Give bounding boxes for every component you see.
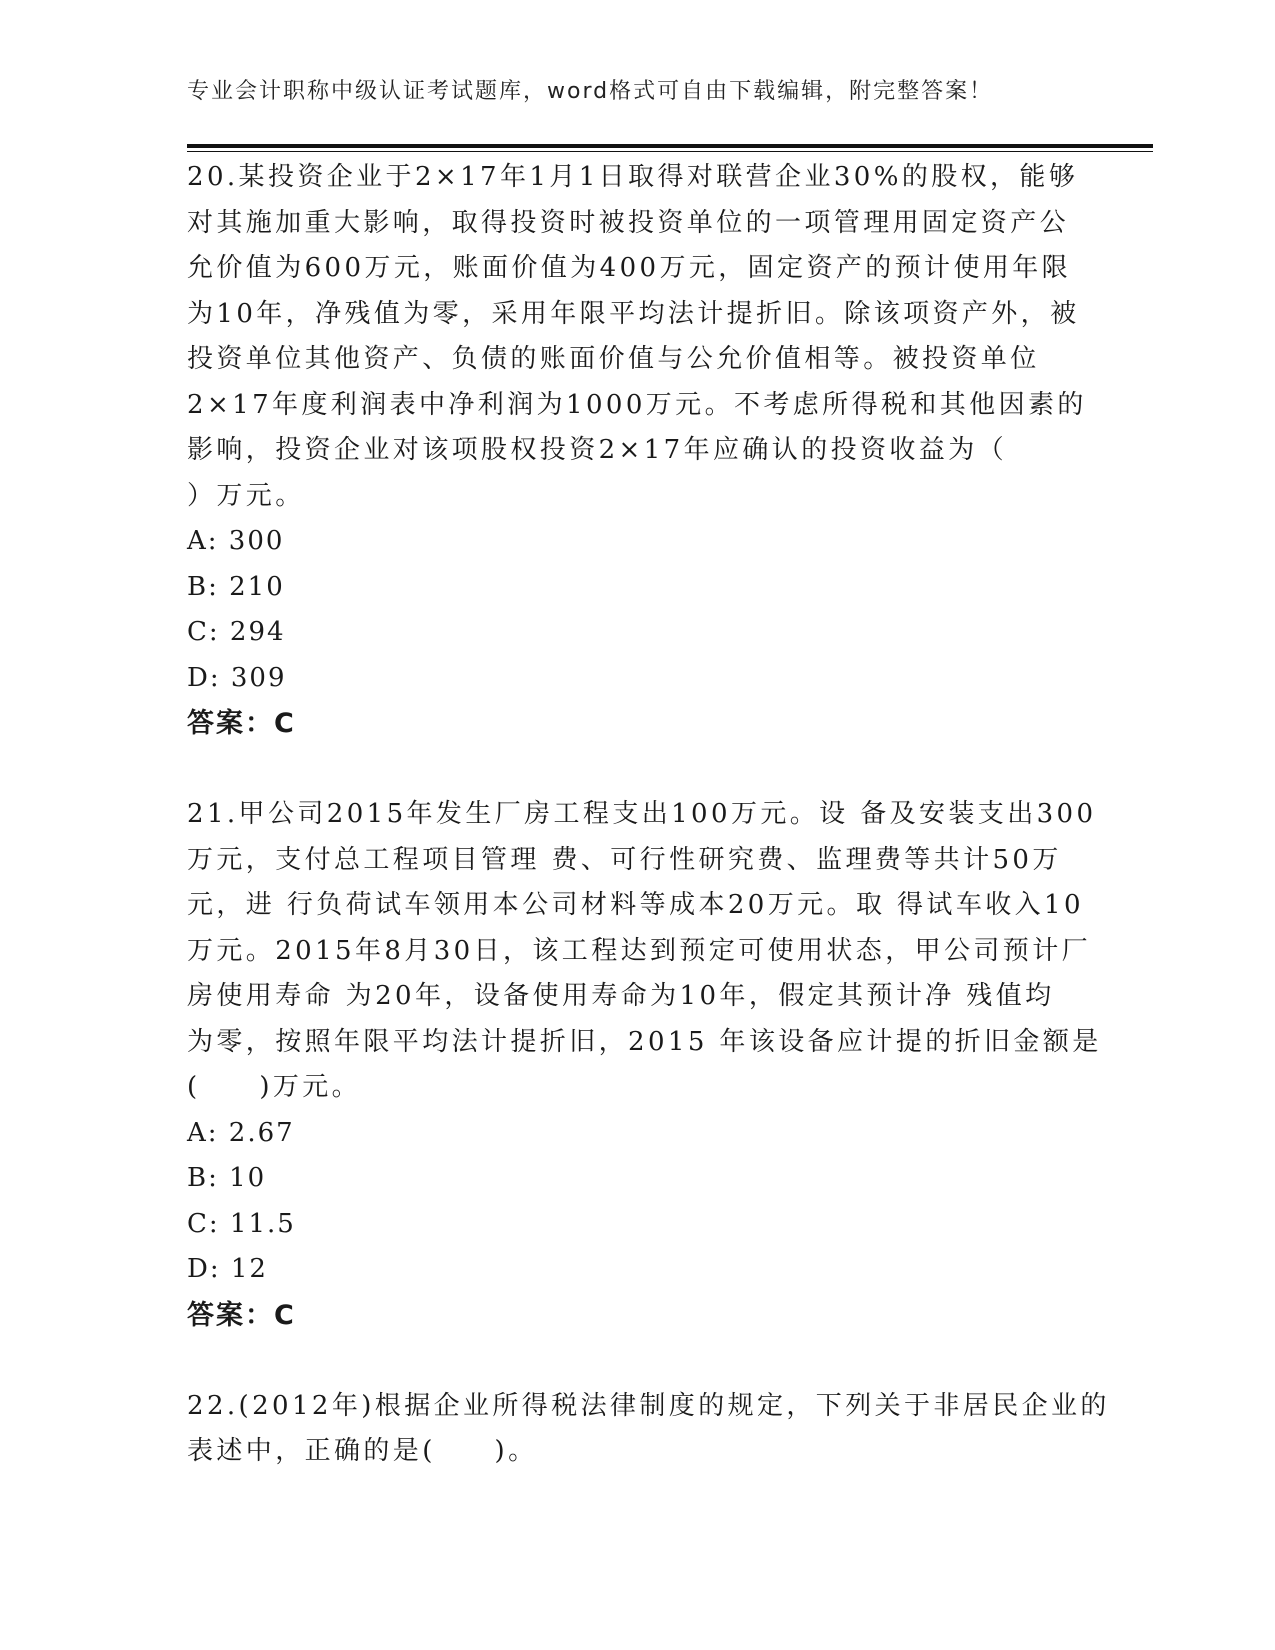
option-a: A: 2.67 xyxy=(187,1117,295,1148)
question-line: 为零，按照年限平均法计提折旧，2015 年该设备应计提的折旧金额是 xyxy=(187,1026,1102,1057)
question-line: 21.甲公司2015年发生厂房工程支出100万元。设 备及安装支出300 xyxy=(187,799,1097,829)
option-b: B: 210 xyxy=(187,571,285,602)
question-line: 2×17年度利润表中净利润为1000万元。不考虑所得税和其他因素的 xyxy=(187,389,1087,420)
question-line: 万元，支付总工程项目管理 费、可行性研究费、监理费等共计50万 xyxy=(187,844,1062,875)
question-line: 房使用寿命 为20年，设备使用寿命为10年，假定其预计净 残值均 xyxy=(187,981,1055,1011)
question-21 xyxy=(187,792,1102,1338)
question-line: 20.某投资企业于2×17年1月1日取得对联营企业30%的股权，能够 xyxy=(187,162,1079,192)
option-d: D: 309 xyxy=(187,662,287,693)
question-line: 万元。2015年8月30日，该工程达到预定可使用状态，甲公司预计厂 xyxy=(187,935,1091,966)
question-line: 允价值为600万元，账面价值为400万元，固定资产的预计使用年限 xyxy=(187,253,1072,283)
spacer xyxy=(187,1338,1087,1384)
question-line: 22.(2012年)根据企业所得税法律制度的规定，下列关于非居民企业的 xyxy=(187,1390,1110,1421)
question-20 xyxy=(187,155,1087,747)
option-a: A: 300 xyxy=(187,526,285,556)
question-22 xyxy=(187,1384,1110,1475)
answer: 答案：C xyxy=(187,1299,296,1331)
question-line: 元，进 行负荷试车领用本公司材料等成本20万元。取 得试车收入10 xyxy=(187,890,1084,920)
spacer xyxy=(187,747,1087,793)
header-rule-thin xyxy=(187,151,1153,152)
option-c: C: 294 xyxy=(187,617,286,647)
option-c: C: 11.5 xyxy=(187,1208,296,1239)
answer: 答案：C xyxy=(187,708,296,739)
page-header: 专业会计职称中级认证考试题库，word格式可自由下载编辑，附完整答案！ xyxy=(187,79,994,104)
question-line: 对其施加重大影响，取得投资时被投资单位的一项管理用固定资产公 xyxy=(187,207,1070,238)
question-text xyxy=(187,792,1102,1111)
question-line: ）万元。 xyxy=(187,480,305,511)
question-line: 表述中，正确的是( )。 xyxy=(187,1436,538,1466)
question-line: 投资单位其他资产、负债的账面价值与公允价值相等。被投资单位 xyxy=(187,344,1040,374)
question-line: ( )万元。 xyxy=(187,1072,362,1102)
question-text xyxy=(187,155,1087,519)
question-text xyxy=(187,1384,1110,1475)
document-body xyxy=(187,155,1110,1475)
question-line: 影响，投资企业对该项股权投资2×17年应确认的投资收益为（ xyxy=(187,435,1008,465)
option-d: D: 12 xyxy=(187,1254,268,1284)
question-line: 为10年，净残值为零，采用年限平均法计提折旧。除该项资产外，被 xyxy=(187,298,1080,329)
option-b: B: 10 xyxy=(187,1163,267,1193)
header-rule-thick xyxy=(187,144,1153,148)
